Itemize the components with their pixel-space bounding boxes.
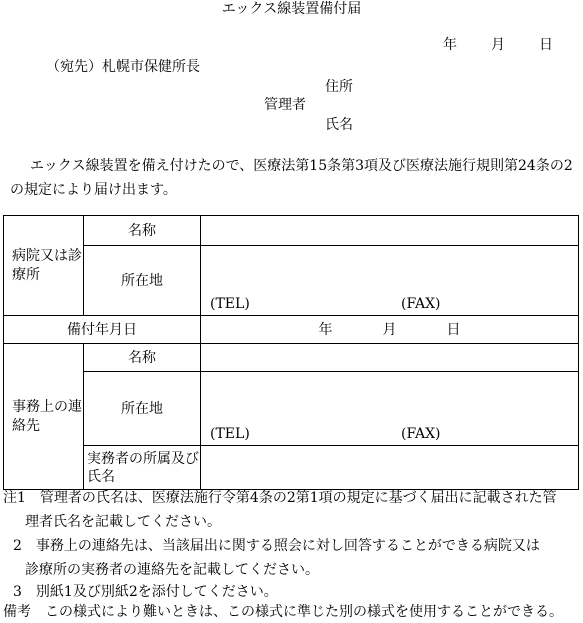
hospital-fax-label: (FAX) — [401, 296, 441, 312]
document-title: エックス線装置備付届 — [221, 1, 362, 17]
addressee: （宛先）札幌市保健所長 — [46, 59, 200, 75]
hospital-group-label: 病院又は診療所 — [4, 216, 84, 316]
install-month-label: 月 — [382, 321, 397, 338]
contact-name-field[interactable] — [201, 344, 579, 372]
applicant-manager-label: 管理者 — [264, 97, 306, 113]
applicant-address-label: 住所 — [325, 79, 353, 95]
staff-field[interactable] — [201, 446, 579, 490]
contact-tel-label: (TEL) — [210, 426, 250, 442]
applicant-name-label: 氏名 — [325, 117, 353, 133]
contact-fax-label: (FAX) — [401, 426, 441, 442]
contact-location-field[interactable] — [201, 372, 579, 446]
hospital-name-field[interactable] — [201, 216, 579, 246]
contact-group-label: 事務上の連絡先 — [4, 344, 84, 490]
install-year-label: 年 — [318, 321, 333, 338]
note-1-line-2: 理者氏名を記載してください。 — [25, 514, 221, 530]
note-3: 3 別紙1及び別紙2を添付してください。 — [13, 584, 278, 600]
date-year-label: 年 — [443, 37, 457, 53]
note-1-line-1: 注1 管理者の氏名は、医療法施行令第4条の2第1項の規定に基づく届出に記載された管 — [3, 490, 557, 506]
notification-form-table — [3, 215, 579, 490]
remark: 備考 この様式により難いときは、この様式に準じた別の様式を使用することができる。 — [3, 604, 563, 620]
hospital-name-label: 名称 — [84, 216, 201, 246]
install-date-label: 備付年月日 — [4, 316, 201, 344]
date-month-label: 月 — [491, 37, 505, 53]
install-date-field[interactable] — [201, 316, 579, 344]
hospital-location-label: 所在地 — [84, 246, 201, 316]
contact-name-label: 名称 — [84, 344, 201, 372]
note-2-line-1: 2 事務上の連絡先は、当該届出に関する照会に対し回答することができる病院又は — [13, 538, 540, 554]
date-day-label: 日 — [539, 37, 553, 53]
contact-location-label: 所在地 — [84, 372, 201, 446]
hospital-location-field[interactable] — [201, 246, 579, 316]
submission-date — [443, 38, 553, 52]
note-2-line-2: 診療所の実務者の連絡先を記載してください。 — [25, 562, 319, 578]
body-paragraph: エックス線装置を備え付けたので、医療法第15条第3項及び医療法施行規則第24条の2の規定により届け出ます。 — [10, 158, 573, 198]
hospital-tel-label: (TEL) — [210, 296, 250, 312]
staff-label: 実務者の所属及び氏名 — [84, 446, 201, 490]
install-day-label: 日 — [446, 321, 461, 338]
